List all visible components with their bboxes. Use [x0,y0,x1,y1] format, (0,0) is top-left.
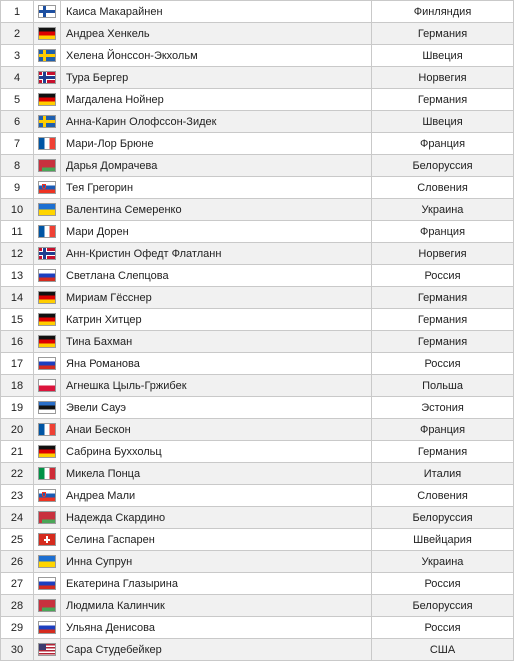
athlete-name-cell: Сабрина Буххольц [61,441,372,463]
table-row [1,573,514,595]
rank-cell: 21 [1,441,34,463]
athlete-name-cell: Мириам Гёсснер [61,287,372,309]
belarus-flag-icon [39,160,55,171]
country-cell: Швеция [372,45,514,67]
rank-cell: 14 [1,287,34,309]
table-row [1,177,514,199]
table-row [1,23,514,45]
norway-flag-icon [39,72,55,83]
rank-cell: 3 [1,45,34,67]
country-cell: Швеция [372,111,514,133]
rank-cell: 5 [1,89,34,111]
germany-flag-icon [39,336,55,347]
flag-cell [34,155,61,177]
sweden-flag-icon [39,50,55,61]
rank-cell: 18 [1,375,34,397]
table-row [1,45,514,67]
rank-cell: 19 [1,397,34,419]
belarus-flag-icon [39,512,55,523]
country-cell: Россия [372,617,514,639]
table-row [1,485,514,507]
finland-flag-icon [39,6,55,17]
flag-cell [34,397,61,419]
rank-cell: 4 [1,67,34,89]
rank-cell: 7 [1,133,34,155]
usa-flag-icon [39,644,55,655]
athlete-name-cell: Эвели Сауэ [61,397,372,419]
country-cell: Белоруссия [372,155,514,177]
athlete-name-cell: Людмила Калинчик [61,595,372,617]
athlete-name-cell: Анна-Карин Олофссон-Зидек [61,111,372,133]
norway-flag-icon [39,248,55,259]
table-row [1,375,514,397]
flag-cell [34,287,61,309]
athlete-name-cell: Мари-Лор Брюне [61,133,372,155]
flag-cell [34,375,61,397]
table-row [1,595,514,617]
rank-cell: 20 [1,419,34,441]
country-cell: Италия [372,463,514,485]
rank-cell: 17 [1,353,34,375]
table-row [1,243,514,265]
table-row [1,133,514,155]
athlete-name-cell: Тина Бахман [61,331,372,353]
country-cell: Словения [372,485,514,507]
table-row [1,265,514,287]
country-cell: Германия [372,23,514,45]
table-row [1,309,514,331]
athlete-name-cell: Тея Грегорин [61,177,372,199]
flag-cell [34,441,61,463]
athlete-name-cell: Андреа Хенкель [61,23,372,45]
sweden-flag-icon [39,116,55,127]
germany-flag-icon [39,28,55,39]
ukraine-flag-icon [39,204,55,215]
russia-flag-icon [39,622,55,633]
belarus-flag-icon [39,600,55,611]
flag-cell [34,463,61,485]
germany-flag-icon [39,292,55,303]
flag-cell [34,67,61,89]
country-cell: Белоруссия [372,507,514,529]
athlete-name-cell: Ульяна Денисова [61,617,372,639]
table-row [1,111,514,133]
athlete-name-cell: Хелена Йонссон-Экхольм [61,45,372,67]
flag-cell [34,243,61,265]
country-cell: Франция [372,221,514,243]
flag-cell [34,529,61,551]
france-flag-icon [39,138,55,149]
flag-cell [34,111,61,133]
country-cell: Норвегия [372,67,514,89]
athlete-name-cell: Валентина Семеренко [61,199,372,221]
flag-cell [34,133,61,155]
rank-cell: 6 [1,111,34,133]
country-cell: Германия [372,89,514,111]
country-cell: Франция [372,419,514,441]
rank-cell: 26 [1,551,34,573]
rank-cell: 13 [1,265,34,287]
germany-flag-icon [39,446,55,457]
table-row [1,221,514,243]
table-row [1,397,514,419]
flag-cell [34,265,61,287]
athlete-name-cell: Дарья Домрачева [61,155,372,177]
rank-cell: 8 [1,155,34,177]
switzerland-flag-icon [39,534,55,545]
athlete-name-cell: Катрин Хитцер [61,309,372,331]
athlete-name-cell: Каиса Макарайнен [61,1,372,23]
flag-cell [34,551,61,573]
athlete-name-cell: Яна Романова [61,353,372,375]
table-row [1,529,514,551]
country-cell: Финляндия [372,1,514,23]
table-row [1,89,514,111]
rank-cell: 28 [1,595,34,617]
poland-flag-icon [39,380,55,391]
athlete-name-cell: Микела Понца [61,463,372,485]
country-cell: Германия [372,309,514,331]
rank-cell: 16 [1,331,34,353]
athlete-name-cell: Екатерина Глазырина [61,573,372,595]
flag-cell [34,199,61,221]
rank-cell: 12 [1,243,34,265]
athlete-name-cell: Анаи Бескон [61,419,372,441]
flag-cell [34,353,61,375]
country-cell: Германия [372,331,514,353]
flag-cell [34,617,61,639]
flag-cell [34,485,61,507]
country-cell: Россия [372,265,514,287]
athlete-name-cell: Инна Супрун [61,551,372,573]
italy-flag-icon [39,468,55,479]
athlete-name-cell: Анн-Кристин Офедт Флатланн [61,243,372,265]
russia-flag-icon [39,578,55,589]
rank-cell: 15 [1,309,34,331]
athlete-name-cell: Тура Бергер [61,67,372,89]
france-flag-icon [39,424,55,435]
country-cell: Украина [372,551,514,573]
table-row [1,1,514,23]
table-row [1,287,514,309]
flag-cell [34,331,61,353]
athlete-name-cell: Надежда Скардино [61,507,372,529]
flag-cell [34,23,61,45]
rank-cell: 22 [1,463,34,485]
athlete-name-cell: Селина Гаспарен [61,529,372,551]
country-cell: Польша [372,375,514,397]
flag-cell [34,1,61,23]
table-row [1,353,514,375]
country-cell: Германия [372,287,514,309]
flag-cell [34,419,61,441]
france-flag-icon [39,226,55,237]
country-cell: Франция [372,133,514,155]
table-row [1,155,514,177]
flag-cell [34,89,61,111]
country-cell: Россия [372,573,514,595]
results-table-body [1,1,514,661]
table-row [1,617,514,639]
country-cell: Украина [372,199,514,221]
rank-cell: 27 [1,573,34,595]
rank-cell: 1 [1,1,34,23]
flag-cell [34,507,61,529]
athlete-name-cell: Сара Студебейкер [61,639,372,661]
table-row [1,551,514,573]
rank-cell: 23 [1,485,34,507]
rank-cell: 29 [1,617,34,639]
table-row [1,419,514,441]
rank-cell: 2 [1,23,34,45]
table-row [1,507,514,529]
table-row [1,199,514,221]
athlete-name-cell: Светлана Слепцова [61,265,372,287]
country-cell: Россия [372,353,514,375]
country-cell: Эстония [372,397,514,419]
athlete-name-cell: Мари Дорен [61,221,372,243]
athlete-name-cell: Агнешка Цыль-Гржибек [61,375,372,397]
germany-flag-icon [39,94,55,105]
flag-cell [34,177,61,199]
estonia-flag-icon [39,402,55,413]
table-row [1,331,514,353]
table-row [1,463,514,485]
rank-cell: 24 [1,507,34,529]
ukraine-flag-icon [39,556,55,567]
flag-cell [34,221,61,243]
slovenia-flag-icon [39,182,55,193]
rank-cell: 25 [1,529,34,551]
country-cell: Белоруссия [372,595,514,617]
slovenia-flag-icon [39,490,55,501]
rank-cell: 11 [1,221,34,243]
russia-flag-icon [39,358,55,369]
flag-cell [34,573,61,595]
russia-flag-icon [39,270,55,281]
table-row [1,67,514,89]
athlete-name-cell: Магдалена Нойнер [61,89,372,111]
flag-cell [34,45,61,67]
table-row [1,639,514,661]
country-cell: Словения [372,177,514,199]
athlete-name-cell: Андреа Мали [61,485,372,507]
flag-cell [34,639,61,661]
flag-cell [34,309,61,331]
germany-flag-icon [39,314,55,325]
country-cell: Норвегия [372,243,514,265]
country-cell: Швейцария [372,529,514,551]
table-row [1,441,514,463]
rank-cell: 30 [1,639,34,661]
rank-cell: 9 [1,177,34,199]
rank-cell: 10 [1,199,34,221]
flag-cell [34,595,61,617]
country-cell: Германия [372,441,514,463]
country-cell: США [372,639,514,661]
